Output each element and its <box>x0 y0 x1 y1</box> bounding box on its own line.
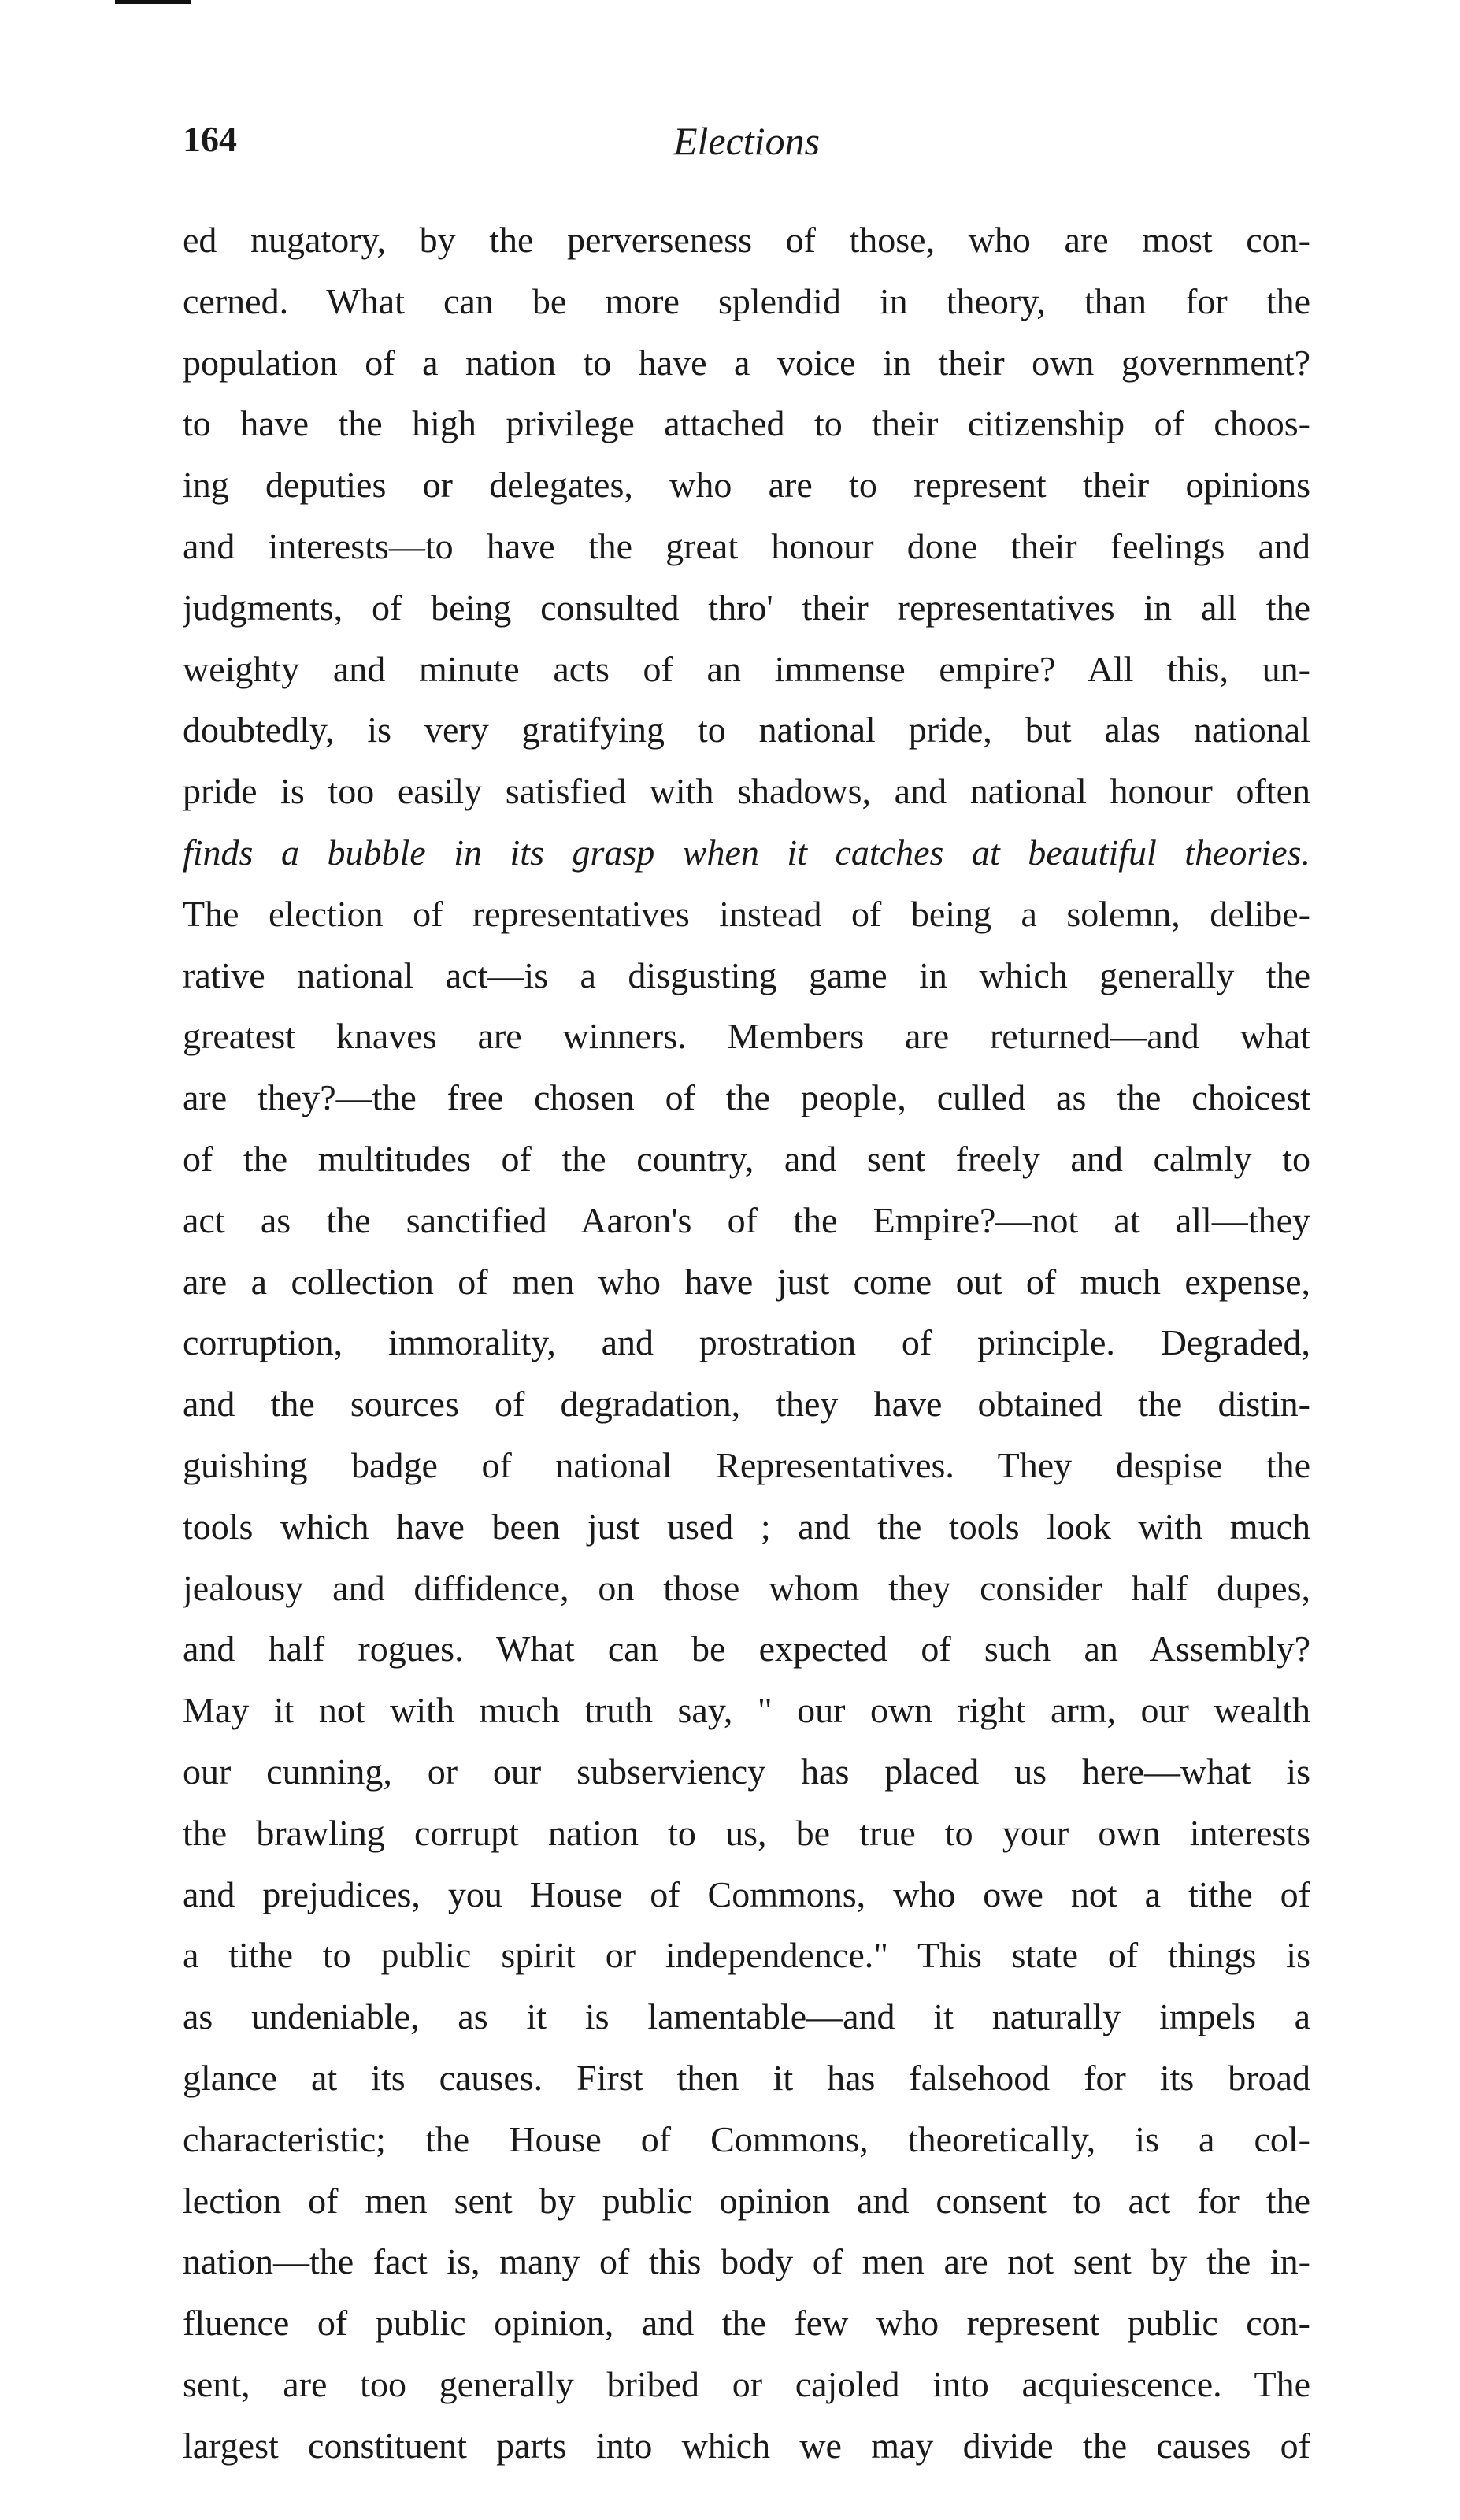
text-line: and half rogues. What can be expected of such an Assembly? <box>183 1629 1310 1670</box>
text-line: lection of men sent by public opinion and consent to act for the <box>183 2180 1310 2221</box>
text-line: to have the high privilege attached to their citizenship of choos- <box>183 403 1310 444</box>
text-line: pride is too easily satisfied with shadows, and national honour often <box>183 771 1310 812</box>
text-line: jealousy and diffidence, on those whom they consider half dupes, <box>183 1567 1310 1608</box>
text-line: as undeniable, as it is lamentable—and it naturally impels a <box>183 1996 1310 2037</box>
text-line: ing deputies or delegates, who are to represent their opinions <box>183 465 1310 506</box>
text-line: finds a bubble in its grasp when it catches at beautiful theories. <box>183 832 1310 873</box>
text-line: sent, are too generally bribed or cajoled into acquiescence. The <box>183 2363 1310 2404</box>
text-line: the brawling corrupt nation to us, be true to your own interests <box>183 1812 1310 1853</box>
text-line: and interests—to have the great honour done their feelings and <box>183 525 1310 566</box>
body-text <box>183 209 1310 2476</box>
page-header <box>183 118 1310 181</box>
text-line: nation—the fact is, many of this body of men are not sent by the in- <box>183 2241 1310 2282</box>
text-line: largest constituent parts into which we may divide the causes of <box>183 2425 1310 2466</box>
text-line: The election of representatives instead of being a solemn, delibe- <box>183 893 1310 934</box>
text-line: are they?—the free chosen of the people, culled as the choicest <box>183 1077 1310 1118</box>
text-line: a tithe to public spirit or independence." This state of things is <box>183 1935 1310 1976</box>
top-rule <box>115 0 191 4</box>
text-line: our cunning, or our subserviency has placed us here—what is <box>183 1751 1310 1792</box>
text-line: glance at its causes. First then it has falsehood for its broad <box>183 2057 1310 2098</box>
text-line: population of a nation to have a voice in their own government? <box>183 342 1310 383</box>
text-line: are a collection of men who have just come out of much expense, <box>183 1261 1310 1302</box>
text-line: fluence of public opinion, and the few who represent public con- <box>183 2303 1310 2344</box>
text-line: tools which have been just used ; and the tools look with much <box>183 1506 1310 1547</box>
text-line: characteristic; the House of Commons, theoretically, is a col- <box>183 2118 1310 2159</box>
text-line: and the sources of degradation, they have obtained the distin- <box>183 1384 1310 1425</box>
text-line: of the multitudes of the country, and sent freely and calmly to <box>183 1138 1310 1179</box>
text-line: cerned. What can be more splendid in theory, than for the <box>183 280 1310 321</box>
text-line: guishing badge of national Representatives. They despise the <box>183 1444 1310 1485</box>
text-line: greatest knaves are winners. Members are returned—and what <box>183 1016 1310 1057</box>
text-line: and prejudices, you House of Commons, who owe not a tithe of <box>183 1873 1310 1914</box>
text-line: rative national act—is a disgusting game in which generally the <box>183 954 1310 995</box>
page-number: 164 <box>183 119 237 159</box>
text-line: May it not with much truth say, " our own right arm, our wealth <box>183 1690 1310 1731</box>
text-line: corruption, immorality, and prostration of principle. Degraded, <box>183 1322 1310 1363</box>
text-line: act as the sanctified Aaron's of the Empire?—not at all—they <box>183 1199 1310 1240</box>
text-line: judgments, of being consulted thro' their representatives in all the <box>183 587 1310 628</box>
text-line: ed nugatory, by the perverseness of those, who are most con- <box>183 220 1310 260</box>
running-head: Elections <box>673 119 821 163</box>
text-line: doubtedly, is very gratifying to national pride, but alas national <box>183 710 1310 750</box>
text-line: weighty and minute acts of an immense empire? All this, un- <box>183 648 1310 689</box>
